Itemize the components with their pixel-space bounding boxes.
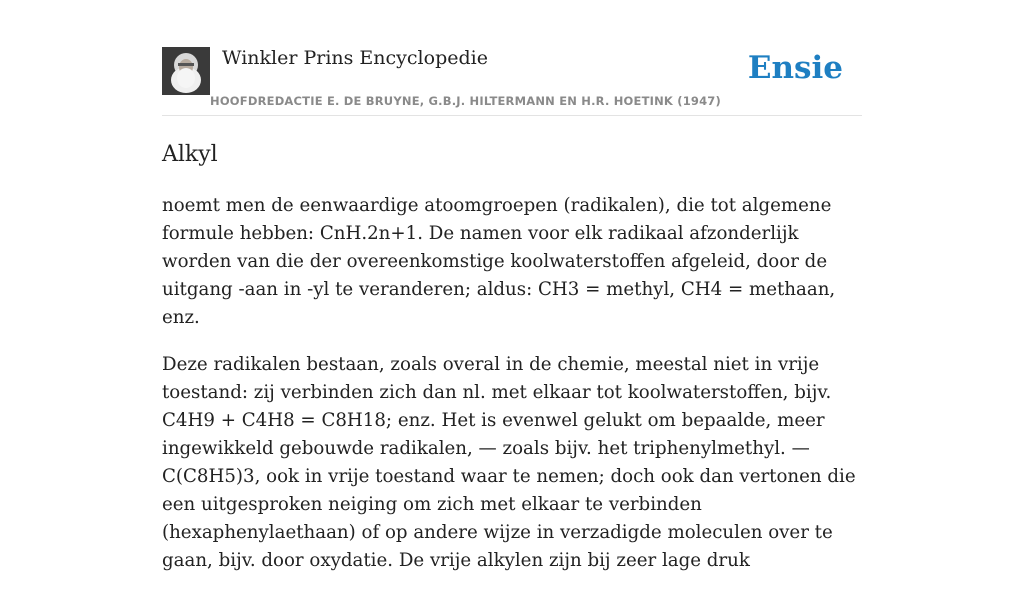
article-body	[162, 192, 862, 594]
portrait-icon	[162, 47, 210, 95]
source-subtitle: HOOFDREDACTIE E. DE BRUYNE, G.B.J. HILTERMANN EN H.R. HOETINK (1947)	[210, 94, 721, 108]
source-title[interactable]: Winkler Prins Encyclopedie	[222, 47, 488, 69]
article-paragraph: noemt men de eenwaardige atoomgroepen (radikalen), die tot algemene formule hebben: CnH.2n+1. De namen voor elk radikaal afzonderlijk worden van die der overeenkomstige koolwaterstoffen afgeleid, door de uitgang -aan in -yl te veranderen; aldus: CH3 = methyl, CH4 = methaan, enz.	[162, 195, 836, 328]
brand-logo[interactable]: Ensie	[747, 50, 843, 86]
author-avatar[interactable]	[162, 47, 210, 95]
article-paragraph: Deze radikalen bestaan, zoals overal in de chemie, meestal niet in vrije toestand: zij verbinden zich dan nl. met elkaar tot koolwaterstoffen, bijv. C4H9 + C4H8 = C8H18; enz. Het is evenwel gelukt om bepaalde, meer ingewikkeld gebouwde radikalen, — zoals bijv. het triphenylmethyl. — C(C8H5)3, ook in vrije toestand waar te nemen; doch ook dan vertonen die een uitgesproken neiging om zich met elkaar te verbinden (hexaphenylaethaan) of op andere wijze in verzadigde moleculen over te gaan, bijv. door oxydatie. De vrije alkylen zijn bij zeer lage druk	[162, 354, 856, 571]
source-header	[162, 0, 862, 116]
article-title: Alkyl	[162, 142, 218, 167]
page-container	[162, 0, 862, 571]
